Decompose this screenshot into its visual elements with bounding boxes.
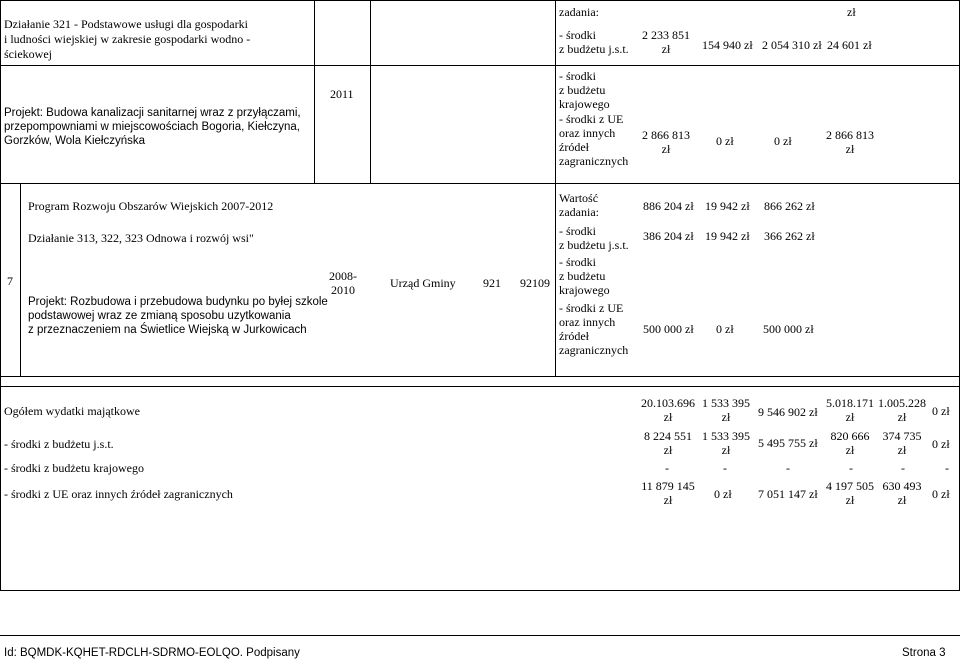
- value-cell: 2 866 813: [826, 128, 874, 142]
- value-header-unit: zł: [847, 5, 856, 19]
- project-name: Gorzków, Wola Kiełczyńska: [4, 135, 146, 147]
- summary-value: zł: [897, 410, 907, 424]
- summary-value: zł: [845, 410, 855, 424]
- source-national: krajowego: [559, 283, 610, 297]
- source-jst: z budżetu j.s.t.: [559, 42, 629, 56]
- summary-value: 8 224 551: [644, 429, 692, 443]
- value-header: zadania:: [559, 5, 599, 19]
- summary-value: 1 533 395: [702, 429, 750, 443]
- value-cell: 2 233 851: [642, 28, 690, 42]
- summary-label: - środki z budżetu krajowego: [4, 461, 144, 475]
- measure-label: Działanie 313, 322, 323 Odnowa i rozwój wsi": [28, 231, 254, 245]
- source-eu: - środki z UE: [559, 112, 624, 126]
- section-cell: 921: [483, 276, 501, 290]
- value-cell: 19 942 zł: [705, 229, 750, 243]
- summary-value: 0 zł: [932, 437, 950, 451]
- value-cell: 24 601 zł: [827, 38, 872, 52]
- unit-cell: Urząd Gminy: [390, 276, 456, 290]
- summary-label: - środki z budżetu j.s.t.: [4, 437, 114, 451]
- summary-value: zł: [897, 493, 907, 507]
- summary-value: zł: [845, 493, 855, 507]
- project-name: przepompowniami w miejscowościach Bogoria, Kiełczyna,: [4, 121, 300, 133]
- row-number: 7: [7, 274, 13, 288]
- project-name: podstawowej wraz ze zmianą sposobu uzytkowania: [28, 310, 291, 322]
- source-eu: zagranicznych: [559, 154, 629, 168]
- value-cell: 386 204 zł: [643, 229, 694, 243]
- value-cell: zł: [661, 142, 671, 156]
- summary-value: -: [945, 461, 949, 475]
- summary-value: zł: [897, 443, 907, 457]
- project-name: Projekt: Budowa kanalizacji sanitarnej wraz z przyłączami,: [4, 107, 301, 119]
- project-name: Projekt: Rozbudowa i przebudowa budynku po byłej szkole: [28, 296, 328, 308]
- program-name: Program Rozwoju Obszarów Wiejskich 2007-2012: [28, 199, 274, 213]
- source-eu: zagranicznych: [559, 343, 629, 357]
- summary-value: 1.005.228: [878, 396, 926, 410]
- value-header: zadania:: [559, 205, 599, 219]
- summary-value: -: [901, 461, 905, 475]
- summary-value: 4 197 505: [826, 479, 874, 493]
- summary-value: zł: [845, 443, 855, 457]
- source-jst: z budżetu j.s.t.: [559, 238, 629, 252]
- value-cell: 500 000 zł: [763, 322, 814, 336]
- summary-value: zł: [663, 493, 673, 507]
- source-national: z budżetu: [559, 269, 606, 283]
- page-number: Strona 3: [902, 647, 946, 659]
- value-cell: 500 000 zł: [643, 322, 694, 336]
- years-cell: 2010: [331, 283, 355, 297]
- summary-value: 9 546 902 zł: [758, 405, 818, 419]
- summary-value: -: [849, 461, 853, 475]
- source-national: krajowego: [559, 97, 610, 111]
- measure-label: ściekowej: [4, 47, 52, 61]
- summary-value: zł: [721, 443, 731, 457]
- summary-value: -: [723, 461, 727, 475]
- source-eu: źródeł: [559, 140, 589, 154]
- summary-value: -: [786, 461, 790, 475]
- summary-value: 7 051 147 zł: [758, 487, 818, 501]
- value-cell: 0 zł: [774, 134, 792, 148]
- summary-value: 374 735: [882, 429, 922, 443]
- value-header: Wartość: [559, 191, 599, 205]
- value-cell: zł: [845, 142, 855, 156]
- value-cell: zł: [661, 42, 671, 56]
- value-cell: 366 262 zł: [764, 229, 815, 243]
- source-eu: źródeł: [559, 329, 589, 343]
- summary-value: 0 zł: [932, 487, 950, 501]
- summary-value: 0 zł: [714, 487, 732, 501]
- value-cell: 2 054 310 zł: [762, 38, 822, 52]
- value-cell: 0 zł: [716, 134, 734, 148]
- years-cell: 2008-: [329, 269, 357, 283]
- summary-value: zł: [721, 410, 731, 424]
- summary-value: 630 493: [882, 479, 922, 493]
- chapter-cell: 92109: [520, 276, 550, 290]
- summary-value: zł: [663, 410, 673, 424]
- value-cell: 2 866 813: [642, 128, 690, 142]
- summary-label: - środki z UE oraz innych źródeł zagranicznych: [4, 487, 233, 501]
- summary-value: 0 zł: [932, 404, 950, 418]
- project-name: z przeznaczeniem na Świetlice Wiejską w Jurkowicach: [28, 324, 307, 336]
- value-cell: 154 940 zł: [702, 38, 753, 52]
- summary-value: 11 879 145: [641, 479, 695, 493]
- value-cell: 886 204 zł: [643, 199, 694, 213]
- summary-value: 820 666: [830, 429, 870, 443]
- source-national: z budżetu: [559, 83, 606, 97]
- source-national: - środki: [559, 69, 596, 83]
- year-cell: 2011: [330, 87, 354, 101]
- source-eu: oraz innych: [559, 315, 616, 329]
- footer-divider: [0, 635, 960, 636]
- document-id: Id: BQMDK-KQHET-RDCLH-SDRMO-EOLQO. Podpisany: [4, 647, 300, 659]
- summary-label: Ogółem wydatki majątkowe: [4, 404, 140, 418]
- measure-label: i ludności wiejskiej w zakresie gospodarki wodno -: [4, 32, 251, 46]
- summary-value: 5 495 755 zł: [758, 436, 818, 450]
- summary-value: zł: [663, 443, 673, 457]
- source-national: - środki: [559, 255, 596, 269]
- summary-value: 1 533 395: [702, 396, 750, 410]
- summary-value: -: [665, 461, 669, 475]
- source-jst: - środki: [559, 224, 596, 238]
- measure-label: Działanie 321 - Podstawowe usługi dla gospodarki: [4, 17, 248, 31]
- source-jst: - środki: [559, 28, 596, 42]
- source-eu: oraz innych: [559, 126, 616, 140]
- source-eu: - środki z UE: [559, 301, 624, 315]
- value-cell: 866 262 zł: [764, 199, 815, 213]
- summary-value: 20.103.696: [641, 396, 695, 410]
- value-cell: 19 942 zł: [705, 199, 750, 213]
- summary-value: 5.018.171: [826, 396, 874, 410]
- value-cell: 0 zł: [716, 322, 734, 336]
